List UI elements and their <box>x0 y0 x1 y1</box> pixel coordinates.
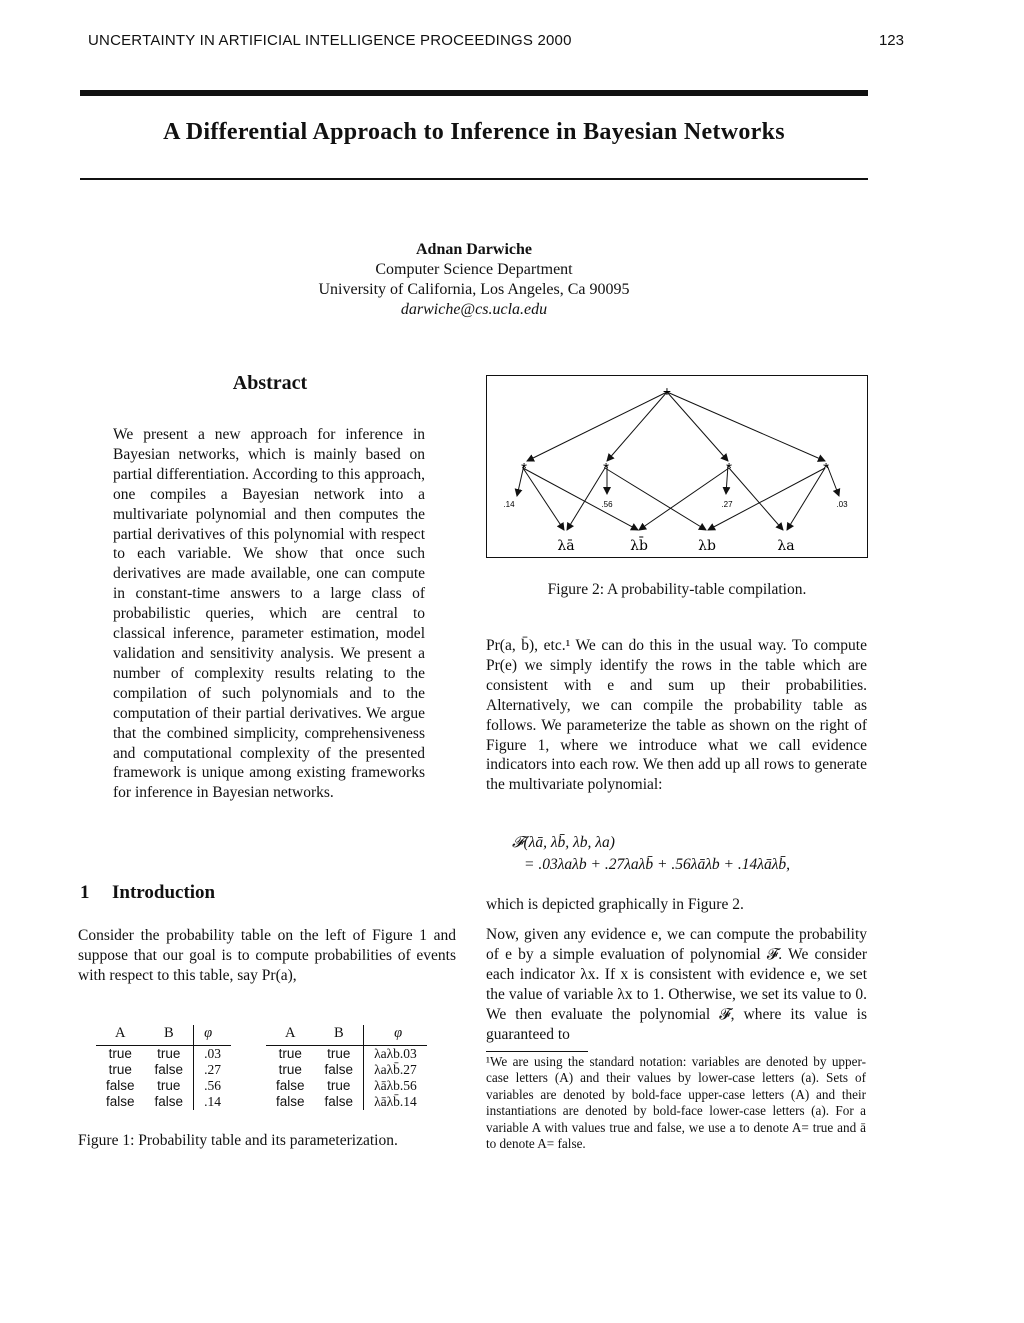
cell: .14 <box>194 1094 231 1110</box>
col-header: φ <box>364 1025 427 1046</box>
col-header: B <box>315 1025 364 1046</box>
product-node: * <box>726 460 732 477</box>
cell: false <box>324 1094 354 1109</box>
paper-title: A Differential Approach to Inference in Bayesian Networks <box>163 119 785 145</box>
right-paragraph-b: which is depicted graphically in Figure 2. <box>486 896 744 913</box>
figure2-frame <box>486 375 868 558</box>
equation <box>512 832 790 876</box>
cell: true <box>108 1062 132 1077</box>
col-header: A <box>266 1025 315 1046</box>
author-affiliation: University of California, Los Angeles, Ca 90095 <box>318 281 630 298</box>
figure1-caption: Figure 1: Probability table and its parameterization. <box>78 1132 398 1149</box>
edge <box>527 392 667 461</box>
leaf-node: λā <box>557 538 575 554</box>
edge <box>667 392 825 461</box>
edge <box>639 468 729 530</box>
cell: λaλb.03 <box>364 1046 427 1063</box>
section-number: 1 <box>80 882 90 903</box>
figure2-diagram <box>487 376 867 557</box>
author-department: Computer Science Department <box>375 261 573 278</box>
leaf-node: λb <box>698 538 716 554</box>
constant-node: .14 <box>503 500 515 509</box>
cell: λaλb̄.27 <box>364 1062 427 1078</box>
cell: true <box>278 1062 302 1077</box>
product-node: * <box>823 460 829 477</box>
root-node-plus: + <box>662 383 672 399</box>
cell: false <box>276 1094 305 1109</box>
author-email: darwiche@cs.ucla.edu <box>400 301 548 318</box>
edge <box>567 468 605 530</box>
table-row <box>266 1078 427 1094</box>
running-head: UNCERTAINTY IN ARTIFICIAL INTELLIGENCE PROCEEDINGS 2000 <box>88 32 572 49</box>
cell: true <box>157 1046 181 1061</box>
cell: true <box>327 1078 351 1093</box>
title-rule-bottom <box>80 178 868 180</box>
equation-lhs: 𝓕(λā, λb̄, λb, λa) <box>512 834 615 851</box>
cell: true <box>278 1046 302 1061</box>
title-rule-top <box>80 90 868 96</box>
edge <box>729 468 783 530</box>
cell: false <box>106 1078 135 1093</box>
cell: .03 <box>194 1046 231 1063</box>
cell: false <box>154 1094 184 1109</box>
footnote-rule <box>486 1051 588 1052</box>
cell: true <box>157 1078 181 1093</box>
page-number: 123 <box>878 32 904 49</box>
cell: true <box>108 1046 132 1061</box>
table-row <box>96 1078 231 1094</box>
right-paragraph-a: Pr(a, b̄), etc.¹ We can do this in the usual way. To compute Pr(e) we simply identify the rows in the table which are consistent with e and sum up their probabilities. Alternatively, we can compile the probability table as follows. We parameterize the table as shown on the right of Figure 1, where we introduce what we call evidence indicators into each row. We then add up all rows to generate the multivariate polynomial: <box>486 637 867 794</box>
abstract-heading: Abstract <box>232 372 308 394</box>
edge <box>667 392 728 461</box>
cell: λāλb̄.14 <box>364 1094 427 1110</box>
figure1-left-table <box>96 1025 231 1110</box>
table-row <box>96 1046 231 1063</box>
edge <box>787 468 825 530</box>
product-node: * <box>603 460 609 477</box>
cell: .27 <box>194 1062 231 1078</box>
constant-node: .03 <box>836 500 848 509</box>
cell: .56 <box>194 1078 231 1094</box>
table-row <box>266 1046 427 1063</box>
author-name: Adnan Darwiche <box>415 241 532 258</box>
cell: true <box>327 1046 351 1061</box>
cell: λāλb.56 <box>364 1078 427 1094</box>
figure2-caption: Figure 2: A probability-table compilation. <box>547 581 807 598</box>
col-header: B <box>145 1025 194 1046</box>
edge <box>708 468 825 530</box>
abstract-body: We present a new approach for inference in Bayesian networks, which is mainly based on partial differentiation. According to this approach, one compiles a Bayesian network into a multivariate polynomial and then computes the partial derivatives of this polynomial with respect to each variable. We show that once such derivatives are made available, one can compute in constant-time answers to a large class of probabilistic queries, which are central to classical inference, parameter estimation, model validation and sensitivity analysis. We present a number of complexity results relating to the compilation of such polynomials and to the computation of their partial derivatives. We argue that the combined simplicity, comprehensiveness and computational complexity of the presented framework is unique among existing frameworks for inference in Bayesian networks. <box>113 426 425 802</box>
edge <box>607 392 667 461</box>
equation-rhs: = .03λaλb + .27λaλb̄ + .56λāλb + .14λāλb̄, <box>524 856 791 873</box>
table-row <box>96 1062 231 1078</box>
table-row <box>266 1062 427 1078</box>
cell: false <box>106 1094 135 1109</box>
intro-paragraph: Consider the probability table on the left of Figure 1 and suppose that our goal is to compute probabilities of events with respect to this table, say Pr(a), <box>78 927 456 984</box>
leaf-node: λb̄ <box>630 538 648 554</box>
right-paragraph-c: Now, given any evidence e, we can compute the probability of e by a simple evaluation of polynomial 𝓕. We consider each indicator λx. If x is consistent with evidence e, we set the value of variable λx to 1. Otherwise, we set its value to 0. We then evaluate the polynomial 𝓕, where its value is guaranteed to <box>486 926 867 1043</box>
product-node: * <box>521 460 527 477</box>
table-row <box>96 1094 231 1110</box>
constant-node: .56 <box>601 500 613 509</box>
section-heading <box>80 882 215 904</box>
leaf-node: λa <box>777 538 795 554</box>
cell: false <box>276 1078 305 1093</box>
footnote: ¹We are using the standard notation: variables are denoted by upper-case letters (A) and their values by lower-case letters (a). Sets of variables are denoted by bold-face upper-case letters (A) and their instantiations are denoted by bold-face lower-case letters (a). For a variable A with values true and false, we use a to denote A= true and ā to denote A= false. <box>486 1054 866 1152</box>
cell: false <box>154 1062 184 1077</box>
author-block <box>80 240 868 320</box>
section-title: Introduction <box>112 882 216 903</box>
table-row <box>266 1094 427 1110</box>
col-header: A <box>96 1025 145 1046</box>
edge <box>523 468 564 530</box>
cell: false <box>324 1062 354 1077</box>
constant-node: .27 <box>721 500 733 509</box>
col-header: φ <box>194 1025 231 1046</box>
figure1-right-table <box>266 1025 427 1110</box>
